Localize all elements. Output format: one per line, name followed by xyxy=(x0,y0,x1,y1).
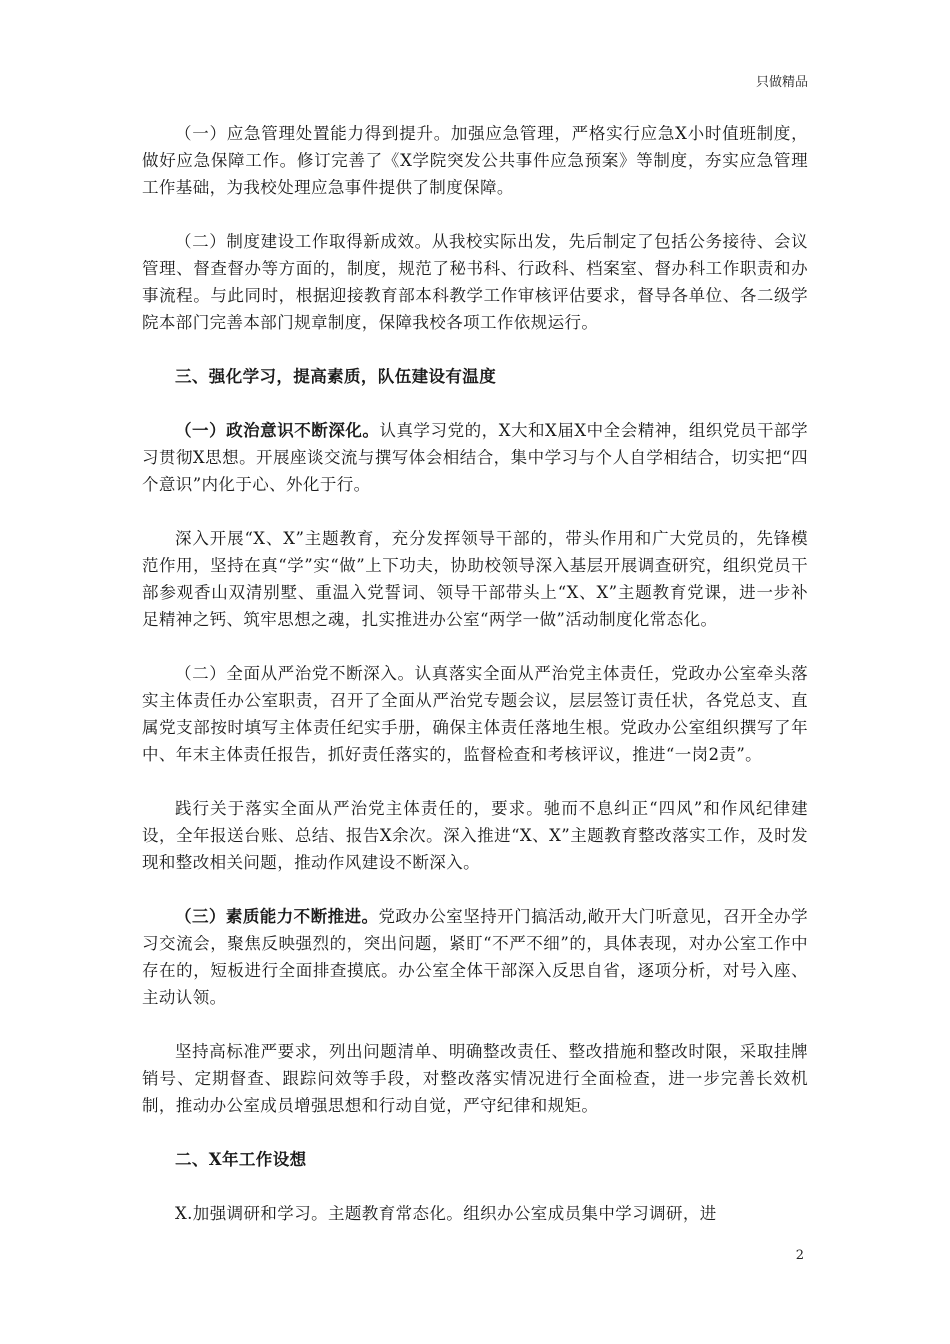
paragraph-high-standards: 坚持高标准严要求，列出问题清单、明确整改责任、整改措施和整改时限，采取挂牌销号、定期督查、跟踪问效等手段，对整改落实情况进行全面检查，进一步完善长效机制，推动办公室成员增强思想和行动自觉，严守纪律和规矩。 xyxy=(142,1042,808,1115)
paragraph-system-building: （二）制度建设工作取得新成效。从我校实际出发，先后制定了包括公务接待、会议管理、督查督办等方面的，制度，规范了秘书科、行政科、档案室、督办科工作职责和办事流程。与此同时，根据迎接教育部本科教学工作审核评估要求，督导各单位、各二级学院本部门完善本部门规章制度，保障我校各项工作依规运行。 xyxy=(142,232,808,332)
paragraph-responsibility: 践行关于落实全面从严治党主体责任的，要求。驰而不息纠正“四风”和作风纪律建设，全年报送台账、总结、报告X余次。深入推进“X、X”主题教育整改落实工作，及时发现和整改相关问题，推动作风建设不断深入。 xyxy=(142,799,808,872)
paragraph-political-awareness xyxy=(142,417,808,498)
section-heading-learning: 三、强化学习，提高素质，队伍建设有温度 xyxy=(175,367,497,386)
document-body xyxy=(142,120,808,1227)
paragraph-body-competence: 党政办公室坚持开门搞活动,敞开大门听意见，召开全办学习交流会，聚焦反映强烈的，突出问题，紧盯“不严不细”的，具体表现，对办公室工作中存在的，短板进行全面排查摸底。办公室全体干部深入反思自省，逐项分析，对号入座、主动认领。 xyxy=(142,907,808,1007)
paragraph-competence xyxy=(142,903,808,1011)
paragraph-body-political-awareness: 认真学习党的，X大和X届X中全会精神，组织党员干部学习贯彻X思想。开展座谈交流与撰写体会相结合，集中学习与个人自学相结合，切实把“四个意识”内化于心、外化于行。 xyxy=(142,421,808,494)
paragraph-theme-education: 深入开展“X、X”主题教育，充分发挥领导干部的，带头作用和广大党员的，先锋模范作用，坚持在真“学”实“做”上下功夫，协助校领导深入基层开展调查研究，组织党员干部参观香山双清别墅、重温入党誓词、领导干部带头上“X、X”主题教育党课，进一步补足精神之钙、筑牢思想之魂，扎实推进办公室“两学一做”活动制度化常态化。 xyxy=(142,529,808,629)
page-number: 2 xyxy=(795,1248,804,1263)
page-header: 只做精品 xyxy=(755,75,808,90)
paragraph-strict-governance: （二）全面从严治党不断深入。认真落实全面从严治党主体责任，党政办公室牵头落实主体责任办公室职责，召开了全面从严治党专题会议，层层签订责任状，各党总支、直属党支部按时填写主体责任纪实手册，确保主体责任落地生根。党政办公室组织撰写了年中、年末主体责任报告，抓好责任落实的，监督检查和考核评议，推进“一岗2责”。 xyxy=(142,664,808,764)
section-heading-work-plan: 二、X年工作设想 xyxy=(175,1150,307,1169)
paragraph-research-study: X.加强调研和学习。主题教育常态化。组织办公室成员集中学习调研，进 xyxy=(175,1204,717,1223)
paragraph-lead-competence: （三）素质能力不断推进。 xyxy=(175,907,379,926)
paragraph-lead-political-awareness: （一）政治意识不断深化。 xyxy=(175,421,380,440)
paragraph-emergency-management: （一）应急管理处置能力得到提升。加强应急管理，严格实行应急X小时值班制度，做好应急保障工作。修订完善了《X学院突发公共事件应急预案》等制度，夯实应急管理工作基础，为我校处理应急事件提供了制度保障。 xyxy=(142,124,808,197)
